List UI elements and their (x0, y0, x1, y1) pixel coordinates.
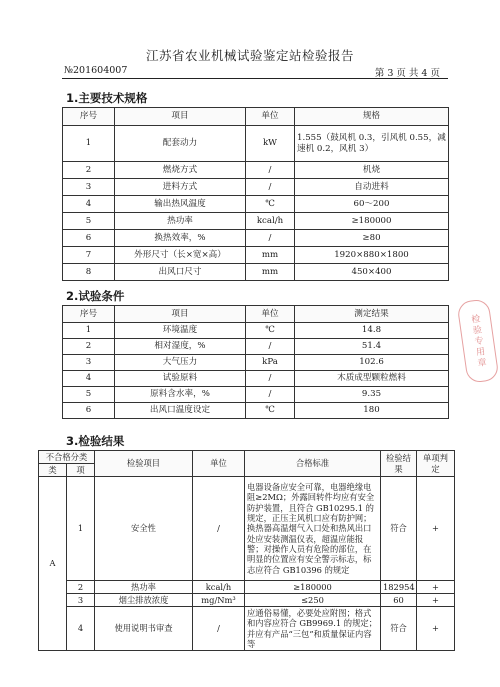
cell-item: 原料含水率，% (115, 387, 246, 403)
cell-item: 换热效率，% (115, 230, 246, 247)
specs-header-unit: 单位 (246, 108, 295, 126)
table-row (63, 162, 449, 179)
table-row (63, 264, 449, 281)
cell-unit: mg/Nm³ (193, 594, 245, 607)
header-category: 类 (39, 464, 67, 477)
cell-no: 8 (63, 264, 115, 281)
cell-unit: kcal/h (193, 581, 245, 594)
cell-no: 4 (63, 371, 115, 387)
cell-standard: 电器设备应安全可靠，电器绝缘电阻≥2MΩ；外露回转件均应有安全防护装置，且符合 GB10295.1 的规定，正压主风机口应有防护网；换热器高温烟气入口处和热风出口处应安装测温仪表，超温应能报警；对操作人员有危险的部位，在明显的位置应有安全警示标志，标志应符合 GB10396 的规定 (245, 477, 381, 581)
table-row (63, 126, 449, 162)
cell-item: 热功率 (115, 213, 246, 230)
cell-no: 3 (63, 355, 115, 371)
cell-unit: / (193, 607, 245, 651)
table-row (39, 594, 455, 607)
header-result: 检验结果 (381, 451, 417, 477)
cell-spec: 机烧 (295, 162, 449, 179)
specs-header-item: 项目 (115, 108, 246, 126)
cell-no: 1 (63, 126, 115, 162)
header-check-item: 检验项目 (95, 451, 193, 477)
header-standard: 合格标准 (245, 451, 381, 477)
report-title: 江苏省农业机械试验鉴定站检验报告 (145, 48, 354, 63)
category-a: A (39, 477, 67, 651)
page-number: 第 3 页 共 4 页 (374, 68, 440, 79)
cell-no: 5 (63, 213, 115, 230)
cell-no: 1 (63, 323, 115, 339)
cell-result: 9.35 (295, 387, 449, 403)
section-title-conditions: 2.试验条件 (66, 289, 125, 303)
cell-item: 大气压力 (115, 355, 246, 371)
cell-result: 102.6 (295, 355, 449, 371)
table-row (63, 371, 449, 387)
cell-unit: / (246, 371, 295, 387)
cell-judgement: + (417, 477, 455, 581)
cell-result: 符合 (381, 607, 417, 651)
cell-no: 4 (67, 607, 95, 651)
section-title-results: 3.检验结果 (66, 434, 125, 448)
cell-judgement: + (417, 594, 455, 607)
cell-unit: ℃ (246, 323, 295, 339)
cell-no: 2 (67, 581, 95, 594)
cell-unit: mm (246, 264, 295, 281)
results-header-row-1 (39, 451, 455, 464)
cell-item: 燃烧方式 (115, 162, 246, 179)
cell-spec: 1920×880×1800 (295, 247, 449, 264)
table-row (63, 247, 449, 264)
inspection-seal: 检验专用章 (456, 298, 499, 384)
conditions-header-result: 测定结果 (295, 306, 449, 323)
cell-spec: 450×400 (295, 264, 449, 281)
table-row (63, 387, 449, 403)
cell-unit: / (246, 179, 295, 196)
table-row (63, 355, 449, 371)
cell-spec: 1.555（鼓风机 0.3，引风机 0.55，减速机 0.2，风机 3） (295, 126, 449, 162)
cell-item: 出风口温度设定 (115, 403, 246, 419)
header-unit: 单位 (193, 451, 245, 477)
cell-result: 符合 (381, 477, 417, 581)
cell-unit: ℃ (246, 403, 295, 419)
cell-standard: ≥180000 (245, 581, 381, 594)
table-row (39, 607, 455, 651)
cell-no: 3 (63, 179, 115, 196)
cell-spec: 60～200 (295, 196, 449, 213)
cell-unit: kPa (246, 355, 295, 371)
table-row (63, 179, 449, 196)
results-table (38, 450, 455, 651)
table-row (63, 196, 449, 213)
header-item: 项 (67, 464, 95, 477)
cell-check-item: 热功率 (95, 581, 193, 594)
table-row (63, 323, 449, 339)
specs-table (62, 107, 449, 281)
cell-unit: mm (246, 247, 295, 264)
cell-result: 14.8 (295, 323, 449, 339)
cell-unit: ℃ (246, 196, 295, 213)
table-row (63, 213, 449, 230)
cell-unit: kcal/h (246, 213, 295, 230)
cell-no: 6 (63, 403, 115, 419)
cell-unit: / (246, 230, 295, 247)
cell-judgement: + (417, 581, 455, 594)
header-rule (62, 78, 448, 79)
cell-result: 木质成型颗粒燃料 (295, 371, 449, 387)
cell-unit: / (193, 477, 245, 581)
header-nonconform: 不合格分类 (39, 451, 95, 464)
cell-standard: 应通俗易懂，必要处应附图；格式和内容应符合 GB9969.1 的规定；并应有产品“三包”和质量保证内容等 (245, 607, 381, 651)
cell-unit: / (246, 387, 295, 403)
cell-result: 60 (381, 594, 417, 607)
table-row (39, 581, 455, 594)
cell-item: 外形尺寸（长×宽×高） (115, 247, 246, 264)
specs-header-spec: 规格 (295, 108, 449, 126)
table-row (63, 403, 449, 419)
cell-item: 输出热风温度 (115, 196, 246, 213)
specs-header-row (63, 108, 449, 126)
conditions-header-item: 项目 (115, 306, 246, 323)
cell-no: 7 (63, 247, 115, 264)
cell-unit: kW (246, 126, 295, 162)
cell-no: 2 (63, 339, 115, 355)
cell-standard: ≤250 (245, 594, 381, 607)
conditions-header-no: 序号 (63, 306, 115, 323)
cell-spec: 自动进料 (295, 179, 449, 196)
specs-header-no: 序号 (63, 108, 115, 126)
table-row (63, 230, 449, 247)
cell-no: 3 (67, 594, 95, 607)
cell-check-item: 使用说明书审查 (95, 607, 193, 651)
conditions-header-row (63, 306, 449, 323)
cell-no: 5 (63, 387, 115, 403)
cell-no: 4 (63, 196, 115, 213)
table-row (39, 477, 455, 581)
cell-item: 配套动力 (115, 126, 246, 162)
report-number: №201604007 (64, 65, 128, 76)
section-title-specs: 1.主要技术规格 (66, 91, 148, 105)
cell-judgement: + (417, 607, 455, 651)
cell-unit: / (246, 339, 295, 355)
cell-result: 182954 (381, 581, 417, 594)
conditions-table (62, 305, 449, 419)
table-row (63, 339, 449, 355)
cell-spec: ≥80 (295, 230, 449, 247)
cell-check-item: 安全性 (95, 477, 193, 581)
cell-item: 试验原料 (115, 371, 246, 387)
cell-item: 相对湿度，% (115, 339, 246, 355)
cell-no: 2 (63, 162, 115, 179)
cell-item: 环境温度 (115, 323, 246, 339)
cell-item: 进料方式 (115, 179, 246, 196)
cell-check-item: 烟尘排放浓度 (95, 594, 193, 607)
cell-no: 6 (63, 230, 115, 247)
cell-no: 1 (67, 477, 95, 581)
cell-item: 出风口尺寸 (115, 264, 246, 281)
cell-result: 51.4 (295, 339, 449, 355)
cell-spec: ≥180000 (295, 213, 449, 230)
header-judgement: 单项判定 (417, 451, 455, 477)
cell-result: 180 (295, 403, 449, 419)
conditions-header-unit: 单位 (246, 306, 295, 323)
cell-unit: / (246, 162, 295, 179)
